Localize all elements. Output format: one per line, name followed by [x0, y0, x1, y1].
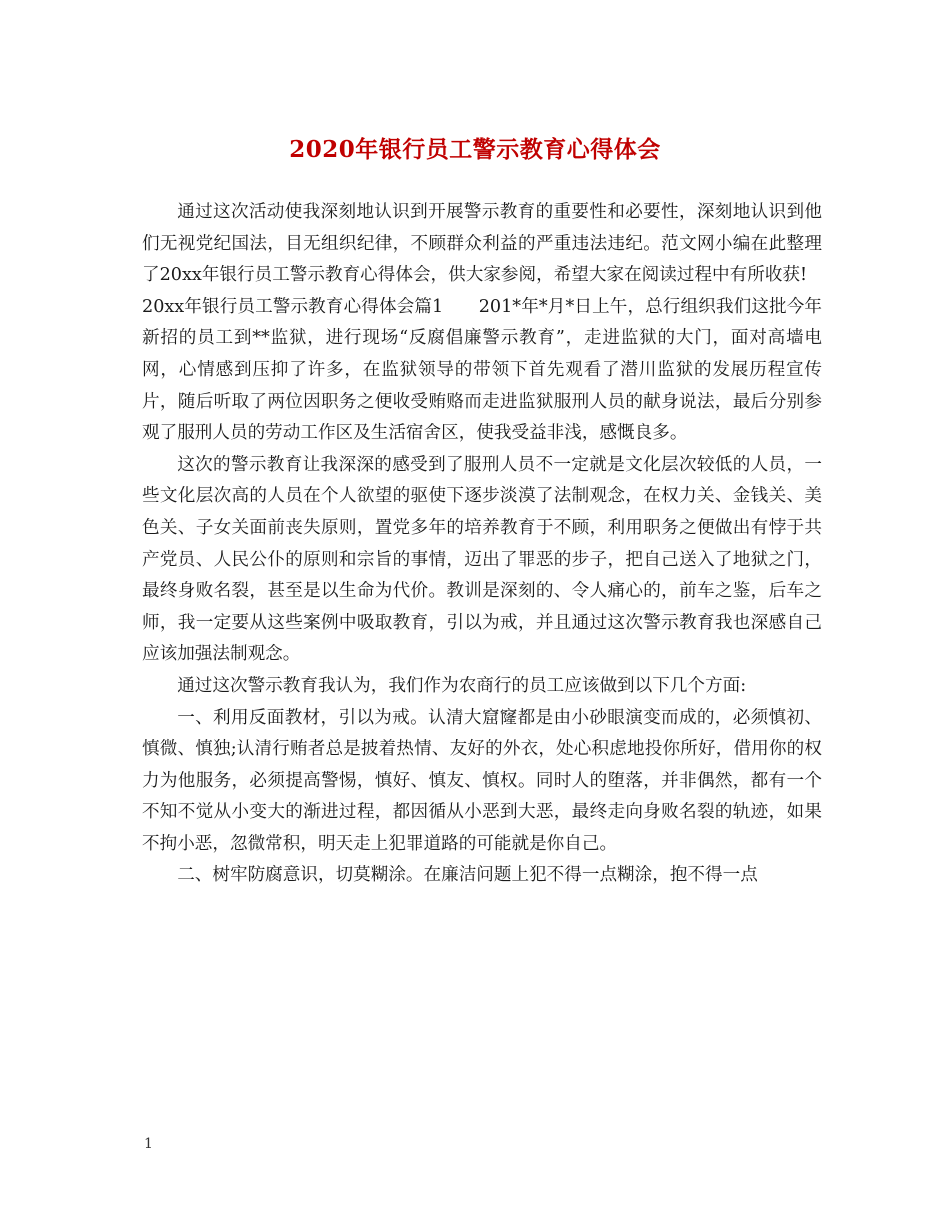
paragraph-article-1: 20xx年银行员工警示教育心得体会篇1 201*年*月*日上午，总行组织我们这批今年新招的员工到**监狱，进行现场“反腐倡廉警示教育”，走进监狱的大门，面对高墙电网，心情感到压抑了许多，在监狱领导的带领下首先观看了潜川监狱的发展历程宣传片，随后听取了两位因职务之便收受贿赂而走进监狱服刑人员的献身说法，最后分别参观了服刑人员的劳动工作区及生活宿舍区，使我受益非浅，感慨良多。 — [142, 296, 822, 444]
document-body — [142, 197, 822, 892]
paragraph-summary-lead: 通过这次警示教育我认为，我们作为农商行的员工应该做到以下几个方面: — [177, 675, 747, 696]
document-title: 2020年银行员工警示教育心得体会 — [289, 136, 661, 163]
paragraph-point-2: 二、树牢防腐意识，切莫糊涂。在廉洁问题上犯不得一点糊涂，抱不得一点 — [177, 865, 758, 886]
paragraph-reflection: 这次的警示教育让我深深的感受到了服刑人员不一定就是文化层次较低的人员，一些文化层次高的人员在个人欲望的驱使下逐步淡漠了法制观念，在权力关、金钱关、美色关、子女关面前丧失原则，置党多年的培养教育于不顾，利用职务之便做出有悖于共产党员、人民公仆的原则和宗旨的事情，迈出了罪恶的步子，把自己送入了地狱之门，最终身败名裂，甚至是以生命为代价。教训是深刻的、令人痛心的，前车之鉴，后车之师，我一定要从这些案例中吸取教育，引以为戒，并且通过这次警示教育我也深感自己应该加强法制观念。 — [142, 454, 822, 665]
paragraph-intro: 通过这次活动使我深刻地认识到开展警示教育的重要性和必要性，深刻地认识到他们无视党纪国法，目无组织纪律，不顾群众利益的严重违法违纪。范文网小编在此整理了20xx年银行员工警示教育心得体会，供大家参阅，希望大家在阅读过程中有所收获! — [142, 202, 822, 286]
page-number: 1 — [144, 1136, 153, 1152]
paragraph-point-1: 一、利用反面教材，引以为戒。认清大窟窿都是由小砂眼演变而成的，必须慎初、慎微、慎独;认清行贿者总是披着热情、友好的外衣，处心积虑地投你所好，借用你的权力为他服务，必须提高警惕，慎好、慎友、慎权。同时人的堕落，并非偶然，都有一个不知不觉从小变大的渐进过程，都因循从小恶到大恶，最终走向身败名裂的轨迹，如果不拘小恶，忽微常积，明天走上犯罪道路的可能就是你自己。 — [142, 707, 822, 854]
